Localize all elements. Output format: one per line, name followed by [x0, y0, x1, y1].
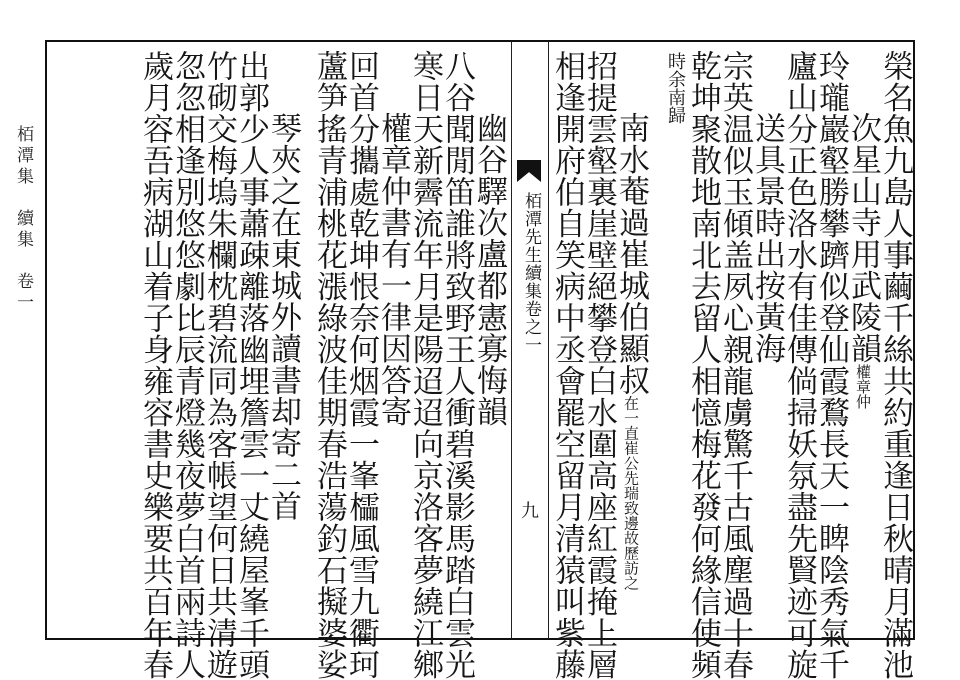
text-column: 出郭少人事蕭疎離落幽埋簷雲一丈繞屋峯千頭	[233, 50, 269, 680]
text-column: 南水菴過崔城伯顯叔在一直崔公先瑞致邊故歷訪之	[613, 112, 649, 591]
text-column: 八谷聞閒笛誰將致野王人衝碧溪影馬踏白雲光	[439, 50, 475, 680]
page-number: 九	[521, 501, 539, 522]
text-column: 琴夾之在東城外讀書却寄二首	[265, 112, 301, 522]
text-column: 幽谷驛次盧都憲寡悔韻	[471, 112, 507, 427]
text-column: 忽忽相逢別悠悠劇比辰青燈幾夜夢白首兩詩人	[169, 50, 205, 680]
text-column: 歲月容吾病湖山着子身雍容書史樂要共百年春	[137, 50, 173, 680]
text-column: 竹砌交梅塢朱欄枕碧流同為客帳望何日共清遊	[201, 50, 237, 680]
page-frame	[45, 40, 915, 680]
text-column: 榮名魚九島人事繭千絲共約重逢日秋晴月滿池	[877, 50, 913, 680]
text-column: 乾坤聚散地南北去留人相憶梅花發何緣信使頻	[685, 50, 721, 680]
center-fold	[511, 42, 549, 638]
text-column: 次星山寺用武陵韻權章仲	[845, 112, 881, 409]
text-column: 蘆笋搖青浦桃花漲綠波佳期春浩蕩釣石擬婆娑	[311, 50, 347, 680]
text-column: 權章仲書有一律因答寄	[375, 112, 411, 427]
text-column: 回首分攜處乾坤恨奈何烟霞一峯櫺風雪九衢珂	[343, 50, 379, 680]
text-column: 相逢開府伯自笑病中丞會罷空留月清猿叫紫藤	[549, 50, 585, 680]
text-column: 寒日天新霽流年月是陽迢迢向京洛客夢繞江鄉	[407, 50, 443, 680]
fish-tail-icon	[517, 160, 541, 182]
book-title: 栢潭先生續集卷之一	[521, 192, 541, 354]
annotation: 在一直崔公先瑞致邊故歷訪之	[622, 395, 640, 591]
annotation: 時余南歸	[665, 52, 686, 124]
text-column: 廬山分正色洛水有佳傳倘掃妖氛盡先賢迹可旋	[781, 50, 817, 680]
text-column: 宗英温似玉傾盖夙心親龍虜驚千古風塵過十春	[717, 50, 753, 680]
text-column: 玲瓏巖壑勝攀躋似登仙霞鶩長天一睥陰秀氣千	[813, 50, 849, 680]
spine-label: 栢潭集 續集 卷一	[13, 125, 33, 314]
text-column	[659, 52, 691, 124]
text-column: 招提雲壑裏崖壁絕攀登白水圍高座紅霞掩上層	[581, 50, 617, 680]
text-column: 送具景時出按黃海	[749, 112, 785, 364]
annotation: 權章仲	[854, 364, 872, 409]
